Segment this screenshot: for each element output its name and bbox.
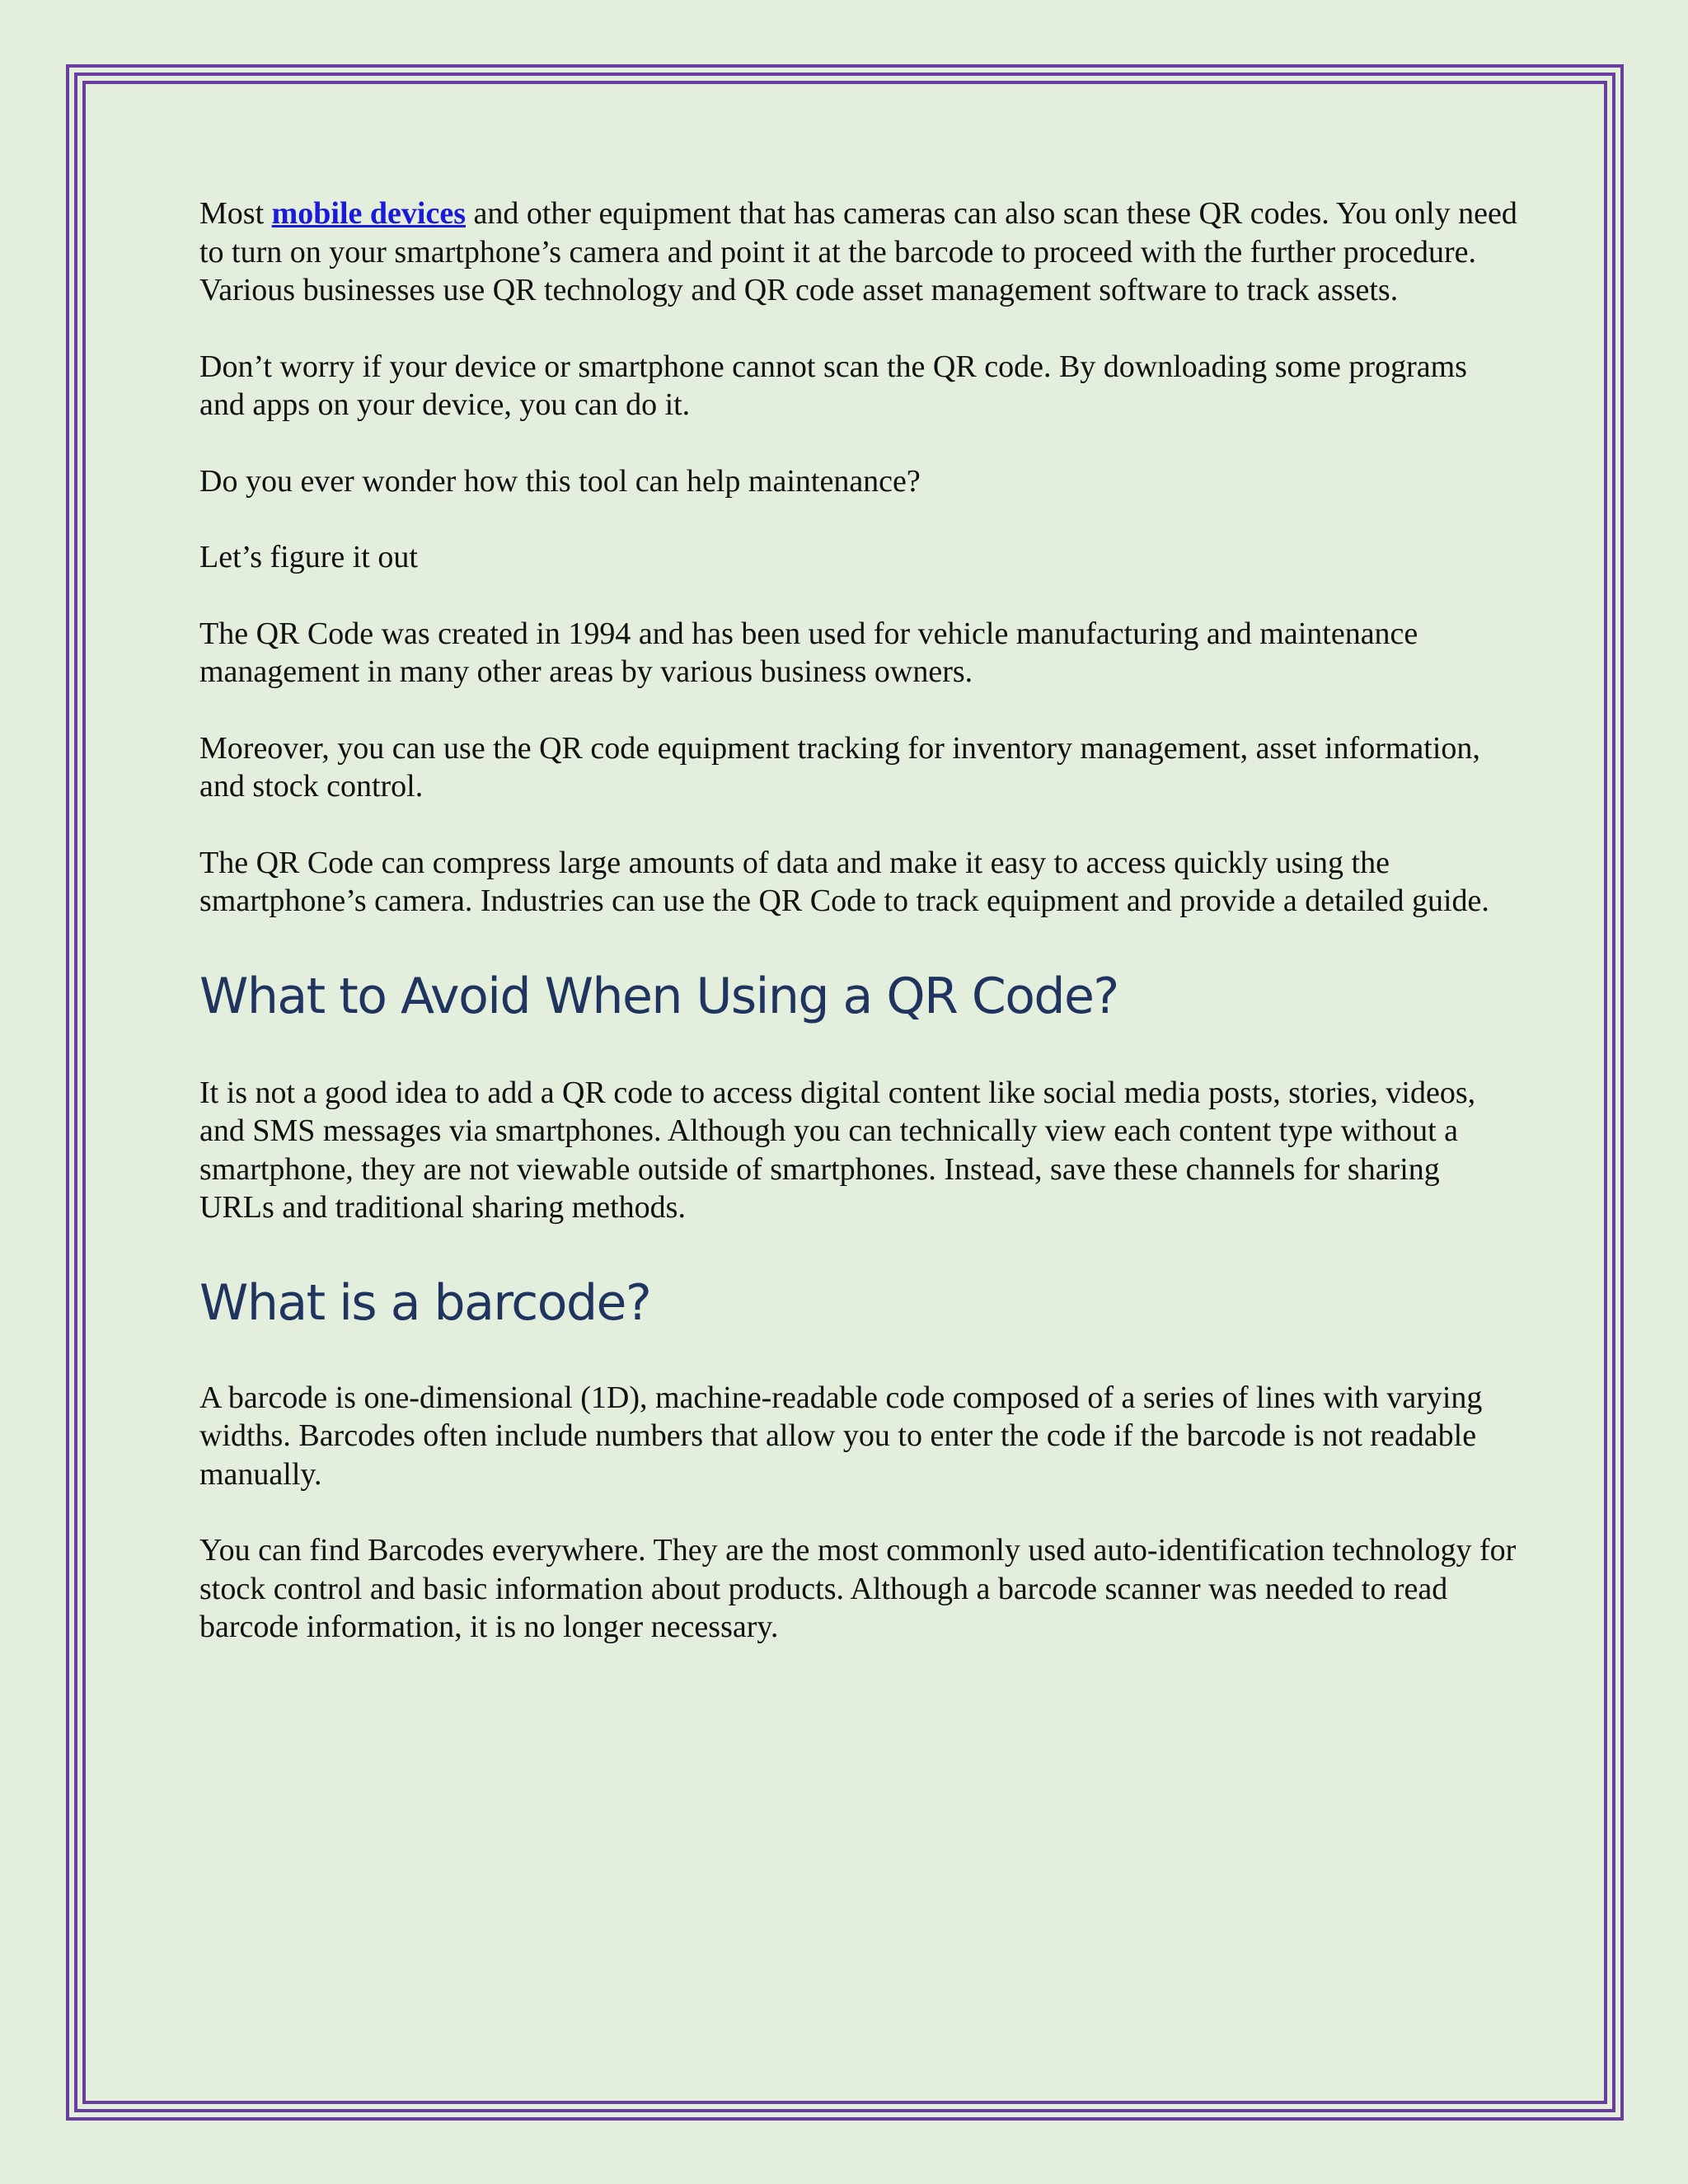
paragraph-qr-history: The QR Code was created in 1994 and has been used for vehicle manufacturing and maintenance management in many other areas by various business owners. bbox=[199, 616, 1418, 689]
paragraph-text: Most bbox=[199, 196, 272, 231]
paragraph-figure-out: Let’s figure it out bbox=[199, 540, 418, 574]
document-body bbox=[199, 194, 1518, 1647]
paragraph-barcode-usage: You can find Barcodes everywhere. They are the most commonly used auto-identification technology for stock control and basic information about products. Although a barcode scanner was needed to read barcode information, it is no longer necessary. bbox=[199, 1533, 1517, 1644]
paragraph-equipment-tracking: Moreover, you can use the QR code equipment tracking for inventory management, asset information, and stock control. bbox=[199, 730, 1480, 804]
heading-what-to-avoid: What to Avoid When Using a QR Code? bbox=[199, 967, 1118, 1025]
paragraph-text: and other equipment that has cameras can also scan these QR codes. You only need to turn on your smartphone’s camera and point it at the barcode to proceed with the further procedure. Various businesses use QR technology and QR code asset management software to track assets. bbox=[199, 196, 1517, 307]
paragraph-qr-scanning bbox=[199, 194, 1518, 310]
paragraph-device-apps: Don’t worry if your device or smartphone cannot scan the QR code. By downloading some programs and apps on your device, you can do it. bbox=[199, 349, 1467, 422]
paragraph-avoid-digital-content: It is not a good idea to add a QR code to access digital content like social media posts, stories, videos, and SMS messages via smartphones. Although you can technically view each content type without a smartphone, they are not viewable outside of smartphones. Instead, save these channels for sharing URLs and traditional sharing methods. bbox=[199, 1075, 1476, 1225]
mobile-devices-link[interactable]: mobile devices bbox=[271, 196, 466, 231]
paragraph-question: Do you ever wonder how this tool can help maintenance? bbox=[199, 463, 921, 499]
heading-what-is-barcode: What is a barcode? bbox=[199, 1273, 651, 1332]
paragraph-barcode-definition: A barcode is one-dimensional (1D), machine-readable code composed of a series of lines with varying widths. Barcodes often include numbers that allow you to enter the code if the barcode is not readable manually. bbox=[199, 1380, 1483, 1492]
paragraph-data-compression: The QR Code can compress large amounts of data and make it easy to access quickly using the smartphone’s camera. Industries can use the QR Code to track equipment and provide a detailed guide. bbox=[199, 845, 1489, 918]
